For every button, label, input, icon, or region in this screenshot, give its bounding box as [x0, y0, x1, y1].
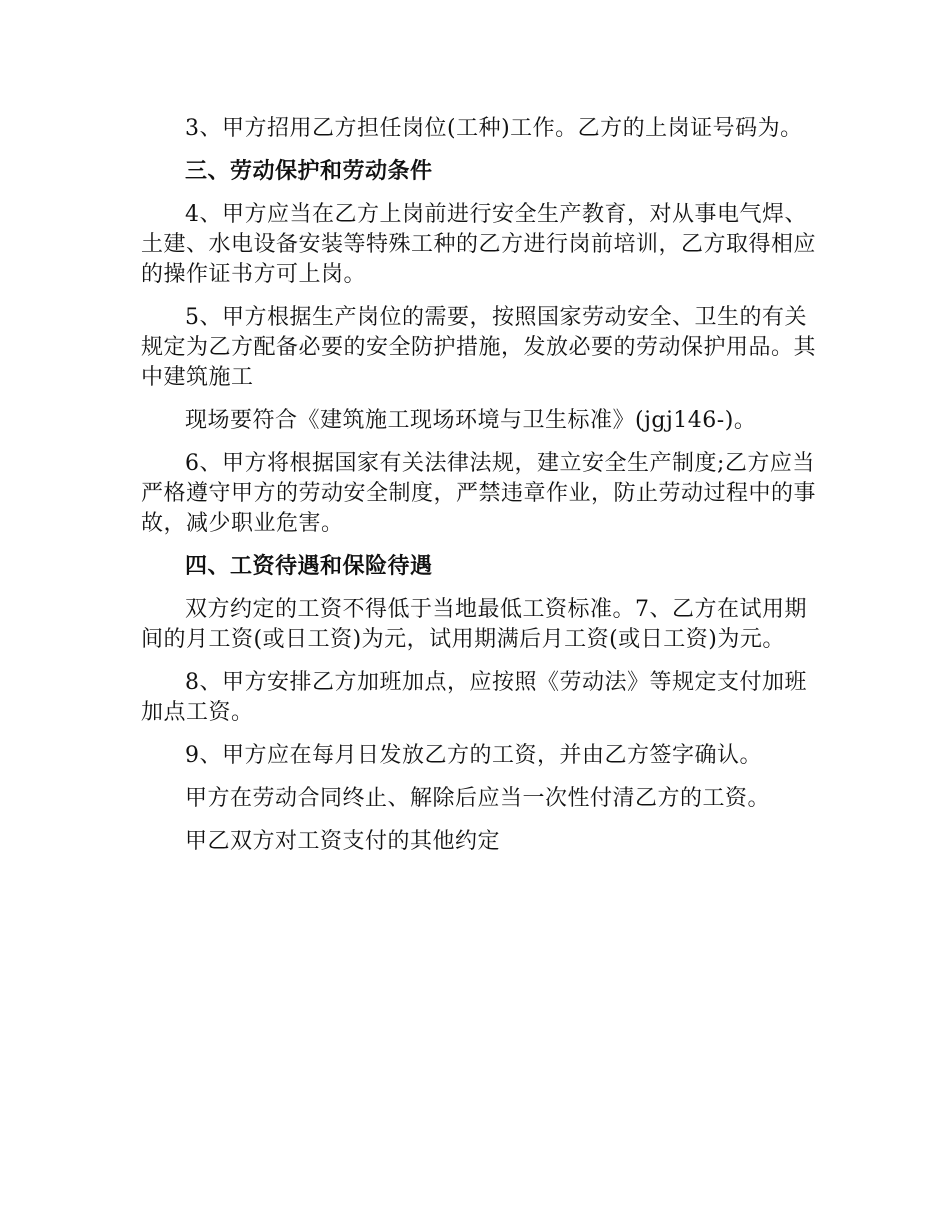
section-heading-wages-insurance: 四、工资待遇和保险待遇: [185, 554, 433, 579]
document-page: [141, 114, 821, 870]
paragraph-8: 8、甲方安排乙方加班加点，应按照《劳动法》等规定支付加班加点工资。: [141, 670, 807, 725]
paragraph-3: 3、甲方招用乙方担任岗位(工种)工作。乙方的上岗证号码为。: [185, 116, 803, 141]
paragraph-7: 双方约定的工资不得低于当地最低工资标准。7、乙方在试用期间的月工资(或日工资)为元，试用期满后月工资(或日工资)为元。: [141, 597, 807, 652]
paragraph-9: 9、甲方应在每月日发放乙方的工资，并由乙方签字确认。: [185, 743, 762, 768]
paragraph-site-standard: 现场要符合《建筑施工现场环境与卫生标准》(jgj146-)。: [185, 408, 757, 433]
paragraph-4: 4、甲方应当在乙方上岗前进行安全生产教育，对从事电气焊、土建、水电设备安装等特殊工种的乙方进行岗前培训，乙方取得相应的操作证书方可上岗。: [141, 202, 817, 287]
paragraph-5: 5、甲方根据生产岗位的需要，按照国家劳动安全、卫生的有关规定为乙方配备必要的安全防护措施，发放必要的劳动保护用品。其中建筑施工: [141, 305, 817, 390]
paragraph-termination-pay: 甲方在劳动合同终止、解除后应当一次性付清乙方的工资。: [185, 786, 771, 811]
paragraph-other-agreements: 甲乙双方对工资支付的其他约定: [185, 829, 501, 854]
paragraph-6: 6、甲方将根据国家有关法律法规，建立安全生产制度;乙方应当严格遵守甲方的劳动安全制度，严禁违章作业，防止劳动过程中的事故，减少职业危害。: [141, 451, 817, 536]
section-heading-labor-protection: 三、劳动保护和劳动条件: [185, 159, 433, 184]
